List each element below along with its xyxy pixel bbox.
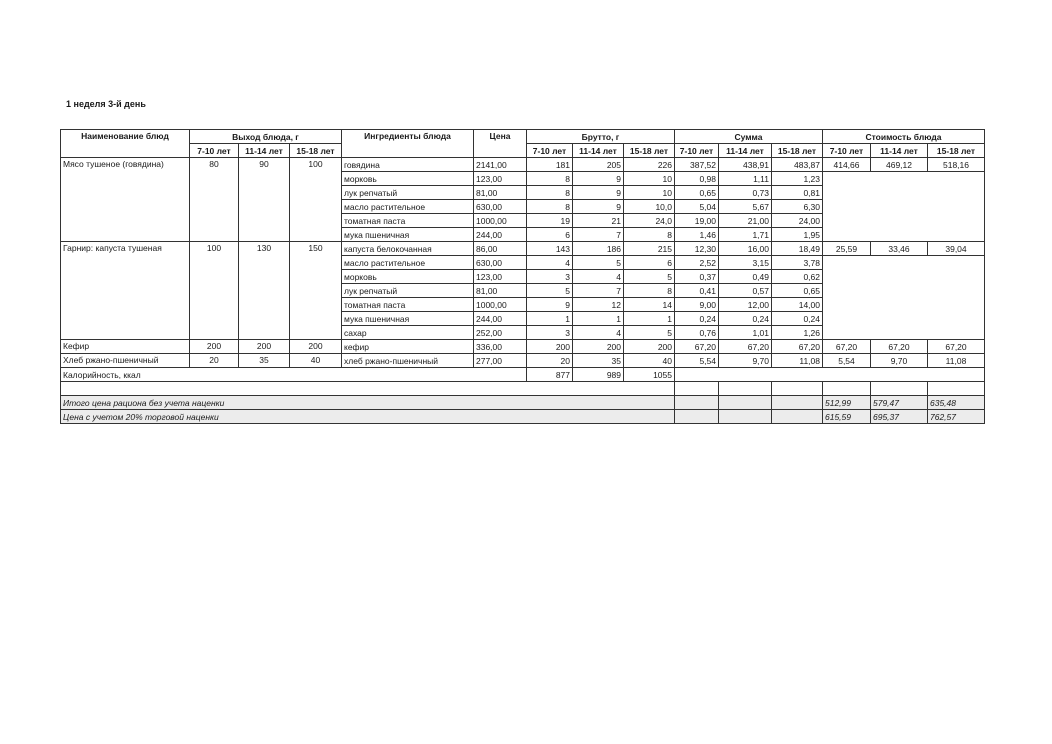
ingredient-brutto: 7 — [573, 228, 624, 242]
ingredient-brutto: 205 — [573, 158, 624, 172]
ingredient-brutto: 10 — [624, 186, 675, 200]
ingredient-sum: 11,08 — [772, 354, 823, 368]
dish-cost: 9,70 — [871, 354, 928, 368]
ingredient-name: капуста белокочанная — [342, 242, 474, 256]
dish-output: 100 — [290, 158, 342, 242]
ingredient-brutto: 9 — [573, 200, 624, 214]
ingredient-sum: 0,49 — [719, 270, 772, 284]
ingredient-sum: 1,26 — [772, 326, 823, 340]
ingredient-brutto: 12 — [573, 298, 624, 312]
ingredient-price: 1000,00 — [474, 298, 527, 312]
ingredient-sum: 0,73 — [719, 186, 772, 200]
dish-output: 90 — [239, 158, 290, 242]
header-cost-age-3: 15-18 лет — [928, 144, 985, 158]
header-sum-age-2: 11-14 лет — [719, 144, 772, 158]
total-spacer — [719, 410, 772, 424]
total-row — [61, 410, 985, 424]
ingredient-name: мука пшеничная — [342, 312, 474, 326]
ingredient-sum: 0,65 — [675, 186, 719, 200]
ingredient-brutto: 21 — [573, 214, 624, 228]
ingredient-sum: 0,98 — [675, 172, 719, 186]
ingredient-sum: 1,01 — [719, 326, 772, 340]
ingredient-sum: 0,65 — [772, 284, 823, 298]
ingredient-brutto: 6 — [527, 228, 573, 242]
ingredient-price: 81,00 — [474, 186, 527, 200]
ingredient-brutto: 1 — [624, 312, 675, 326]
ingredient-row — [61, 158, 985, 172]
ingredient-price: 630,00 — [474, 256, 527, 270]
ingredient-sum: 0,57 — [719, 284, 772, 298]
ingredient-sum: 1,23 — [772, 172, 823, 186]
header-brutto: Брутто, г — [527, 130, 675, 144]
dish-cost: 414,66 — [823, 158, 871, 172]
ingredient-price: 2141,00 — [474, 158, 527, 172]
ingredient-price: 244,00 — [474, 312, 527, 326]
ingredient-brutto: 4 — [527, 256, 573, 270]
ingredient-brutto: 40 — [624, 354, 675, 368]
header-output-age-3: 15-18 лет — [290, 144, 342, 158]
ingredient-sum: 9,00 — [675, 298, 719, 312]
ingredient-sum: 483,87 — [772, 158, 823, 172]
total-spacer — [772, 396, 823, 410]
total-row — [61, 396, 985, 410]
ingredient-brutto: 24,0 — [624, 214, 675, 228]
ingredient-sum: 67,20 — [719, 340, 772, 354]
ingredient-brutto: 4 — [573, 326, 624, 340]
ingredient-sum: 0,41 — [675, 284, 719, 298]
ingredient-brutto: 3 — [527, 270, 573, 284]
ingredient-name: морковь — [342, 172, 474, 186]
ingredient-brutto: 9 — [573, 186, 624, 200]
ingredient-row — [61, 354, 985, 368]
ingredient-sum: 1,95 — [772, 228, 823, 242]
header-cost-age-2: 11-14 лет — [871, 144, 928, 158]
ingredient-row — [61, 242, 985, 256]
total-value: 512,99 — [823, 396, 871, 410]
calories-value: 1055 — [624, 368, 675, 382]
dish-output: 40 — [290, 354, 342, 368]
ingredient-sum: 0,24 — [719, 312, 772, 326]
dish-cost: 25,59 — [823, 242, 871, 256]
header-brutto-age-1: 7-10 лет — [527, 144, 573, 158]
ingredient-price: 1000,00 — [474, 214, 527, 228]
ingredient-name: морковь — [342, 270, 474, 284]
ingredient-name: кефир — [342, 340, 474, 354]
ingredient-brutto: 8 — [624, 228, 675, 242]
ingredient-brutto: 9 — [573, 172, 624, 186]
ingredient-brutto: 10,0 — [624, 200, 675, 214]
ingredient-price: 123,00 — [474, 172, 527, 186]
spacer-cell — [823, 382, 871, 396]
dish-cost: 518,16 — [928, 158, 985, 172]
spacer-cell — [871, 382, 928, 396]
menu-table — [60, 129, 985, 424]
ingredient-name: томатная паста — [342, 214, 474, 228]
ingredient-brutto: 8 — [527, 172, 573, 186]
menu-body — [61, 158, 985, 424]
dish-output: 35 — [239, 354, 290, 368]
ingredient-sum: 3,78 — [772, 256, 823, 270]
dish-cost: 67,20 — [928, 340, 985, 354]
ingredient-brutto: 181 — [527, 158, 573, 172]
total-spacer — [772, 410, 823, 424]
header-cost-age-1: 7-10 лет — [823, 144, 871, 158]
ingredient-sum: 0,37 — [675, 270, 719, 284]
header-sum: Сумма — [675, 130, 823, 144]
ingredient-brutto: 5 — [624, 326, 675, 340]
dish-cost: 33,46 — [871, 242, 928, 256]
dish-cost: 67,20 — [823, 340, 871, 354]
ingredient-sum: 12,00 — [719, 298, 772, 312]
ingredient-price: 336,00 — [474, 340, 527, 354]
ingredient-sum: 5,67 — [719, 200, 772, 214]
ingredient-name: масло растительное — [342, 256, 474, 270]
ingredient-price: 630,00 — [474, 200, 527, 214]
ingredient-brutto: 10 — [624, 172, 675, 186]
ingredient-price: 123,00 — [474, 270, 527, 284]
ingredient-row — [61, 340, 985, 354]
ingredient-brutto: 5 — [624, 270, 675, 284]
ingredient-brutto: 8 — [527, 186, 573, 200]
ingredient-brutto: 5 — [573, 256, 624, 270]
header-ingredients: Ингредиенты блюда — [342, 130, 474, 158]
total-value: 579,47 — [871, 396, 928, 410]
ingredient-sum: 9,70 — [719, 354, 772, 368]
ingredient-brutto: 1 — [573, 312, 624, 326]
calories-row — [61, 368, 985, 382]
ingredient-brutto: 3 — [527, 326, 573, 340]
ingredient-sum: 438,91 — [719, 158, 772, 172]
total-value: 615,59 — [823, 410, 871, 424]
header-output-age-2: 11-14 лет — [239, 144, 290, 158]
dish-output: 130 — [239, 242, 290, 340]
ingredient-name: говядина — [342, 158, 474, 172]
header-cost: Стоимость блюда — [823, 130, 985, 144]
document-title: 1 неделя 3-й день — [66, 99, 146, 109]
ingredient-brutto: 9 — [527, 298, 573, 312]
ingredient-brutto: 143 — [527, 242, 573, 256]
ingredient-brutto: 35 — [573, 354, 624, 368]
ingredient-brutto: 14 — [624, 298, 675, 312]
header-sum-age-1: 7-10 лет — [675, 144, 719, 158]
total-value: 635,48 — [928, 396, 985, 410]
dish-name: Кефир — [61, 340, 190, 354]
dish-output: 150 — [290, 242, 342, 340]
total-spacer — [675, 410, 719, 424]
ingredient-brutto: 7 — [573, 284, 624, 298]
ingredient-sum: 19,00 — [675, 214, 719, 228]
spacer-cell — [719, 382, 772, 396]
ingredient-brutto: 19 — [527, 214, 573, 228]
dish-cost: 39,04 — [928, 242, 985, 256]
ingredient-sum: 1,11 — [719, 172, 772, 186]
ingredient-sum: 24,00 — [772, 214, 823, 228]
ingredient-name: сахар — [342, 326, 474, 340]
ingredient-sum: 0,81 — [772, 186, 823, 200]
dish-cost: 67,20 — [871, 340, 928, 354]
ingredient-brutto: 200 — [527, 340, 573, 354]
ingredient-sum: 0,62 — [772, 270, 823, 284]
dish-output: 100 — [190, 242, 239, 340]
ingredient-brutto: 200 — [624, 340, 675, 354]
ingredient-sum: 387,52 — [675, 158, 719, 172]
dish-output: 200 — [290, 340, 342, 354]
ingredient-brutto: 8 — [527, 200, 573, 214]
ingredient-sum: 5,54 — [675, 354, 719, 368]
ingredient-sum: 12,30 — [675, 242, 719, 256]
calories-value: 877 — [527, 368, 573, 382]
ingredient-name: масло растительное — [342, 200, 474, 214]
ingredient-sum: 2,52 — [675, 256, 719, 270]
dish-cost: 11,08 — [928, 354, 985, 368]
spacer-cell — [61, 382, 675, 396]
spacer-cell — [772, 382, 823, 396]
ingredient-sum: 5,04 — [675, 200, 719, 214]
ingredient-sum: 6,30 — [772, 200, 823, 214]
calories-label: Калорийность, ккал — [61, 368, 527, 382]
header-brutto-age-2: 11-14 лет — [573, 144, 624, 158]
spacer-cell — [675, 382, 719, 396]
ingredient-sum: 0,24 — [772, 312, 823, 326]
spacer-cell — [928, 382, 985, 396]
dish-name: Мясо тушеное (говядина) — [61, 158, 190, 242]
ingredient-name: томатная паста — [342, 298, 474, 312]
total-spacer — [675, 396, 719, 410]
dish-output: 200 — [239, 340, 290, 354]
total-spacer — [719, 396, 772, 410]
ingredient-sum: 14,00 — [772, 298, 823, 312]
ingredient-price: 86,00 — [474, 242, 527, 256]
dish-output: 20 — [190, 354, 239, 368]
ingredient-brutto: 5 — [527, 284, 573, 298]
header-dish-name: Наименование блюд — [61, 130, 190, 158]
ingredient-sum: 0,76 — [675, 326, 719, 340]
ingredient-price: 277,00 — [474, 354, 527, 368]
calories-value: 989 — [573, 368, 624, 382]
ingredient-brutto: 186 — [573, 242, 624, 256]
ingredient-brutto: 226 — [624, 158, 675, 172]
dish-cost-blank — [823, 172, 985, 242]
ingredient-name: лук репчатый — [342, 284, 474, 298]
ingredient-brutto: 6 — [624, 256, 675, 270]
ingredient-price: 81,00 — [474, 284, 527, 298]
header-brutto-age-3: 15-18 лет — [624, 144, 675, 158]
spacer-row — [61, 382, 985, 396]
header-sum-age-3: 15-18 лет — [772, 144, 823, 158]
dish-name: Хлеб ржано-пшеничный — [61, 354, 190, 368]
ingredient-sum: 18,49 — [772, 242, 823, 256]
ingredient-price: 252,00 — [474, 326, 527, 340]
dish-cost-blank — [823, 256, 985, 340]
ingredient-name: мука пшеничная — [342, 228, 474, 242]
ingredient-brutto: 200 — [573, 340, 624, 354]
ingredient-brutto: 20 — [527, 354, 573, 368]
ingredient-sum: 1,71 — [719, 228, 772, 242]
ingredient-sum: 67,20 — [675, 340, 719, 354]
header-price: Цена — [474, 130, 527, 158]
total-value: 695,37 — [871, 410, 928, 424]
ingredient-sum: 0,24 — [675, 312, 719, 326]
total-label: Итого цена рациона без учета наценки — [61, 396, 675, 410]
ingredient-name: хлеб ржано-пшеничный — [342, 354, 474, 368]
header-output: Выход блюда, г — [190, 130, 342, 144]
total-label: Цена с учетом 20% торговой наценки — [61, 410, 675, 424]
dish-cost: 469,12 — [871, 158, 928, 172]
dish-name: Гарнир: капуста тушеная — [61, 242, 190, 340]
ingredient-brutto: 1 — [527, 312, 573, 326]
ingredient-brutto: 8 — [624, 284, 675, 298]
ingredient-brutto: 4 — [573, 270, 624, 284]
calories-blank — [675, 368, 985, 382]
ingredient-price: 244,00 — [474, 228, 527, 242]
ingredient-name: лук репчатый — [342, 186, 474, 200]
dish-output: 80 — [190, 158, 239, 242]
total-value: 762,57 — [928, 410, 985, 424]
ingredient-sum: 1,46 — [675, 228, 719, 242]
dish-output: 200 — [190, 340, 239, 354]
ingredient-sum: 21,00 — [719, 214, 772, 228]
header-output-age-1: 7-10 лет — [190, 144, 239, 158]
ingredient-sum: 67,20 — [772, 340, 823, 354]
dish-cost: 5,54 — [823, 354, 871, 368]
ingredient-brutto: 215 — [624, 242, 675, 256]
ingredient-sum: 16,00 — [719, 242, 772, 256]
ingredient-sum: 3,15 — [719, 256, 772, 270]
